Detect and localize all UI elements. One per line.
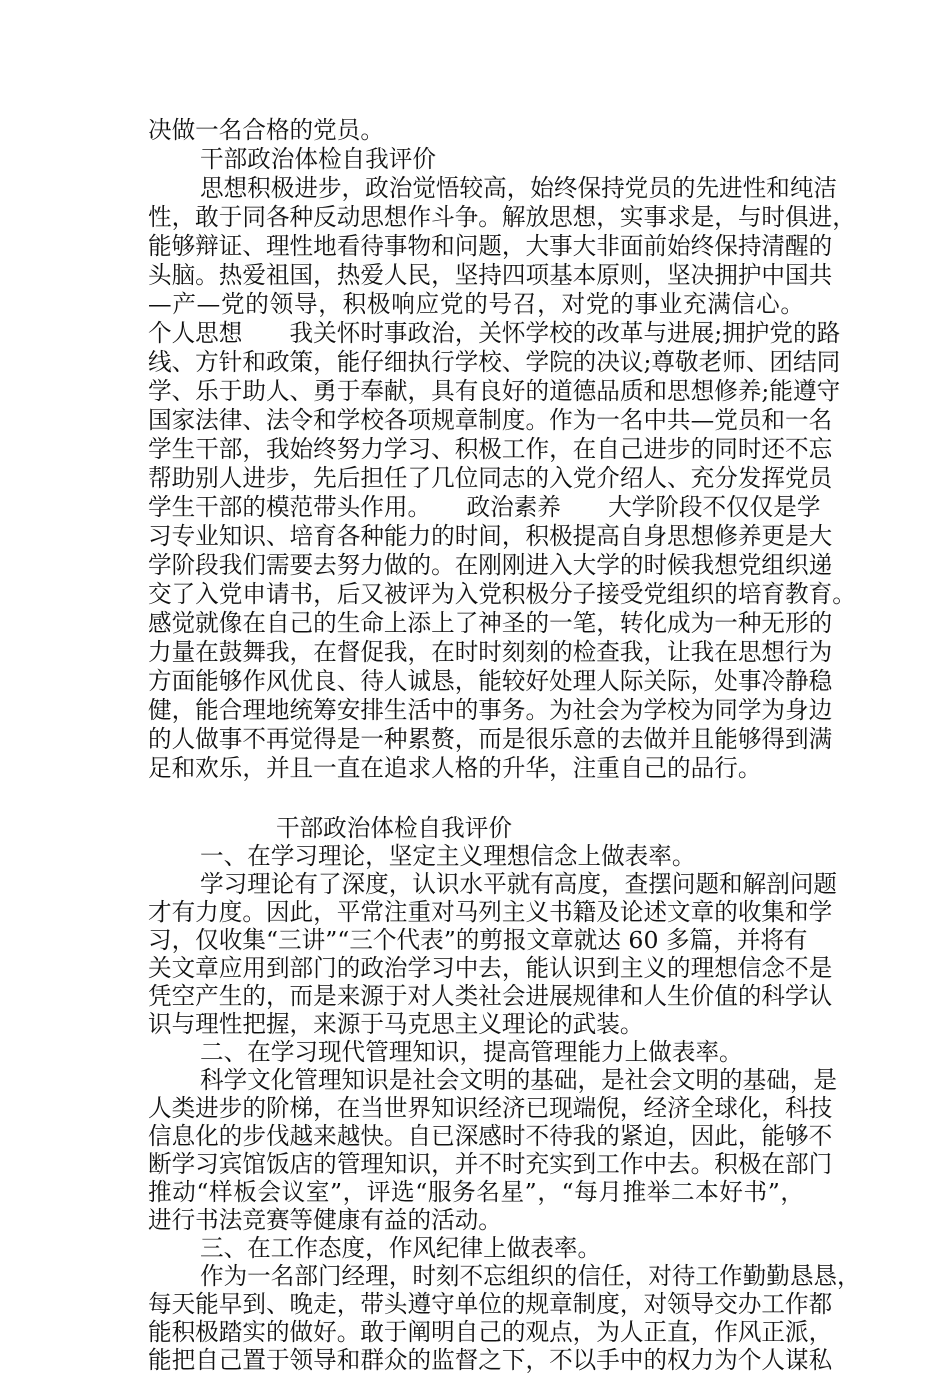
section-heading: 一、在学习理论，坚定主义理想信念上做表率。 bbox=[200, 842, 696, 870]
text-line: 交了入党申请书，后又被评为入党积极分子接受党组织的培育教育。 bbox=[148, 580, 856, 608]
section-heading: 三、在工作态度，作风纪律上做表率。 bbox=[200, 1234, 602, 1262]
text-line: —产—党的领导，积极响应党的号召，对党的事业充满信心。 bbox=[148, 290, 804, 318]
text-line: 每天能早到、晚走，带头遵守单位的规章制度，对领导交办工作都 bbox=[148, 1290, 833, 1318]
text-line: 推动“样板会议室”，评选“服务名星”，“每月推举二本好书”， bbox=[148, 1178, 804, 1206]
text-line: 进行书法竞赛等健康有益的活动。 bbox=[148, 1206, 502, 1234]
text-line: 性，敢于同各种反动思想作斗争。解放思想，实事求是，与时俱进， bbox=[148, 203, 856, 231]
text-line: 识与理性把握，来源于马克思主义理论的武装。 bbox=[148, 1010, 644, 1038]
text-line: 关文章应用到部门的政治学习中去，能认识到主义的理想信念不是 bbox=[148, 954, 833, 982]
text-line: 决做一名合格的党员。 bbox=[148, 116, 384, 144]
text-line: 习，仅收集“三讲”“三个代表”的剪报文章就达 60 多篇，并将有 bbox=[148, 926, 808, 954]
text-line: 线、方针和政策，能仔细执行学校、学院的决议;尊敬老师、团结同 bbox=[148, 348, 841, 376]
text-line: 头脑。热爱祖国，热爱人民，坚持四项基本原则，坚决拥护中国共 bbox=[148, 261, 833, 289]
text-line: 习专业知识、培育各种能力的时间，积极提高自身思想修养更是大 bbox=[148, 522, 833, 550]
text-line: 能积极踏实的做好。敢于阐明自己的观点，为人正直，作风正派， bbox=[148, 1318, 833, 1346]
text-line: 学阶段我们需要去努力做的。在刚刚进入大学的时候我想党组织递 bbox=[148, 551, 833, 579]
text-line: 才有力度。因此，平常注重对马列主义书籍及论述文章的收集和学 bbox=[148, 898, 833, 926]
section-heading: 二、在学习现代管理知识，提高管理能力上做表率。 bbox=[200, 1038, 743, 1066]
text-line: 的人做事不再觉得是一种累赘，而是很乐意的去做并且能够得到满 bbox=[148, 725, 833, 753]
section-title: 干部政治体检自我评价 bbox=[276, 814, 512, 842]
text-line: 作为一名部门经理，时刻不忘组织的信任，对待工作勤勤恳恳， bbox=[200, 1262, 861, 1290]
text-line: 个人思想 我关怀时事政治，关怀学校的改革与进展;拥护党的路 bbox=[148, 319, 841, 347]
section-title: 干部政治体检自我评价 bbox=[200, 145, 436, 173]
text-line: 健，能合理地统筹安排生活中的事务。为社会为学校为同学为身边 bbox=[148, 696, 833, 724]
text-line: 信息化的步伐越来越快。自已深感时不待我的紧迫，因此，能够不 bbox=[148, 1122, 833, 1150]
text-line: 凭空产生的，而是来源于对人类社会进展规律和人生价值的科学认 bbox=[148, 982, 833, 1010]
text-line: 能够辩证、理性地看待事物和问题，大事大非面前始终保持清醒的 bbox=[148, 232, 833, 260]
text-line: 人类进步的阶梯，在当世界知识经济已现端倪，经济全球化，科技 bbox=[148, 1094, 833, 1122]
text-line: 方面能够作风优良、待人诚恳，能较好处理人际关际，处事冷静稳 bbox=[148, 667, 833, 695]
text-line: 学习理论有了深度，认识水平就有高度，查摆问题和解剖问题 bbox=[200, 870, 838, 898]
text-line: 思想积极进步，政治觉悟较高，始终保持党员的先进性和纯洁 bbox=[200, 174, 838, 202]
text-line: 科学文化管理知识是社会文明的基础，是社会文明的基础，是 bbox=[200, 1066, 838, 1094]
text-line: 学、乐于助人、勇于奉献，具有良好的道德品质和思想修养;能遵守 bbox=[148, 377, 841, 405]
text-line: 国家法律、法令和学校各项规章制度。作为一名中共—党员和一名 bbox=[148, 406, 833, 434]
text-line: 学生干部，我始终努力学习、积极工作，在自己进步的同时还不忘 bbox=[148, 435, 833, 463]
text-line: 能把自己置于领导和群众的监督之下，不以手中的权力为个人谋私 bbox=[148, 1346, 833, 1374]
text-line: 帮助别人进步，先后担任了几位同志的入党介绍人、充分发挥党员 bbox=[148, 464, 833, 492]
text-line: 力量在鼓舞我，在督促我，在时时刻刻的检查我，让我在思想行为 bbox=[148, 638, 833, 666]
text-line: 足和欢乐，并且一直在追求人格的升华，注重自己的品行。 bbox=[148, 754, 762, 782]
text-line: 学生干部的模范带头作用。 政治素养 大学阶段不仅仅是学 bbox=[148, 493, 821, 521]
text-line: 感觉就像在自己的生命上添上了神圣的一笔，转化成为一种无形的 bbox=[148, 609, 833, 637]
text-line: 断学习宾馆饭店的管理知识，并不时充实到工作中去。积极在部门 bbox=[148, 1150, 833, 1178]
